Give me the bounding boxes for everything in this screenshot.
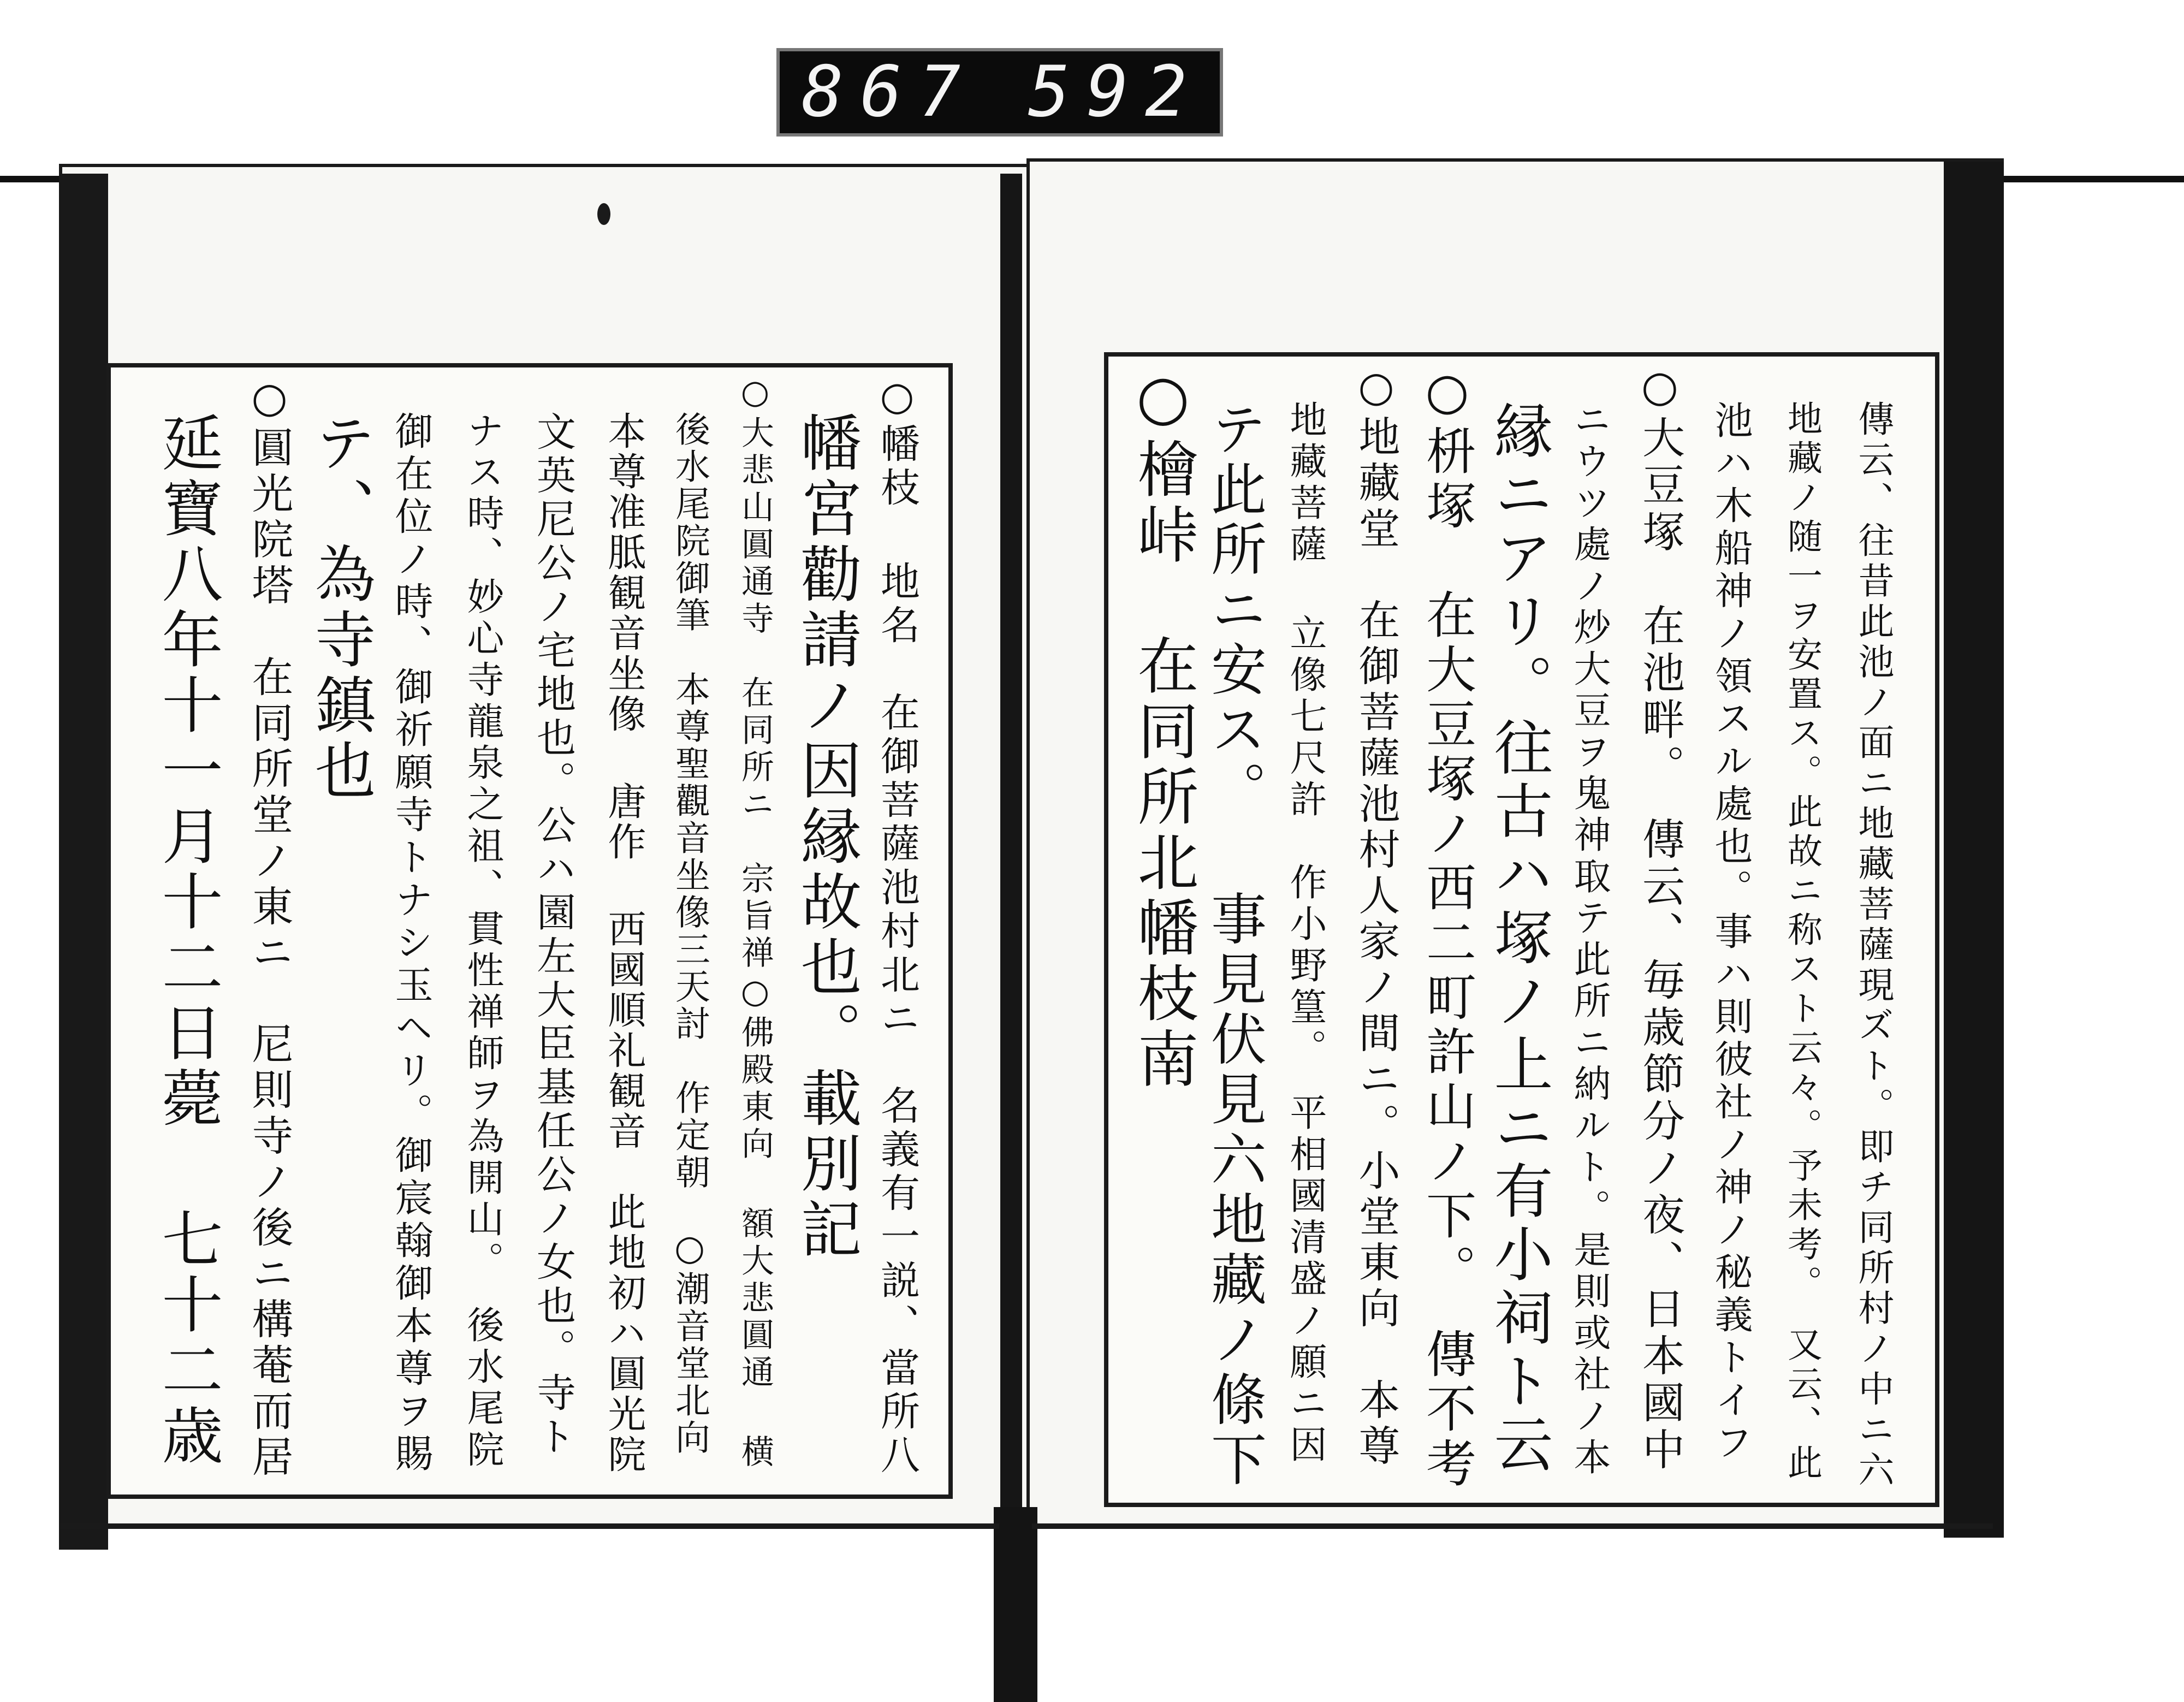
text-column: 本尊准胝観音坐像 唐作 西國順礼観音 此地初ハ圓光院 <box>602 411 646 1475</box>
bottom-edge-right <box>1032 1523 1993 1529</box>
text-column: 文英尼公ノ宅地也。公ハ園左大臣基任公ノ女也。寺ト <box>530 411 576 1460</box>
book-gutter-lower <box>994 1507 1037 1702</box>
text-column: ○大悲山圓通寺 在同所ニ 宗旨禅○佛殿東向 額大悲圓通 横 <box>736 373 774 1472</box>
text-column: ○地藏堂 在御菩薩池村人家ノ間ニ。小堂東向 本尊 <box>1352 362 1400 1470</box>
text-column: 池ハ木船神ノ領スル處也。事ハ則彼社ノ神ノ秘義トイフ <box>1708 400 1753 1465</box>
text-column: ○圓光院塔 在同所堂ノ東ニ 尼則寺ノ後ニ構菴而居 <box>245 373 294 1481</box>
bottom-edge-left <box>60 1523 999 1529</box>
text-column: 延寶八年十一月十二日薨 七十二歳 <box>152 411 223 1469</box>
text-column: 縁ニアリ。往古ハ塚ノ上ニ有小祠ト云 <box>1484 400 1552 1477</box>
text-column: 傳云、往昔此池ノ面ニ地藏菩薩現ズト。即チ同所村ノ中ニ六 <box>1852 400 1894 1491</box>
text-column: ○枡塚 在大豆塚ノ西二町許山ノ下。 傳不考 <box>1418 362 1476 1492</box>
text-column: 地藏ノ随一ヲ安置ス。此故ニ称スト云々。予未考。 又云、此 <box>1782 400 1822 1484</box>
text-column: ○幡枝 地名 在御菩薩池村北ニ 名義有一説、當所八 <box>874 373 920 1478</box>
text-column: テ此所ニ安ス。 事見伏見六地藏ノ條下 <box>1202 400 1267 1491</box>
text-column: 後水尾院御筆 本尊聖觀音坐像三天討 作定朝 ○潮音堂北向 <box>669 411 710 1456</box>
text-column: ○大豆塚 在池畔。 傳云、毎歳節分ノ夜、日本國中 <box>1635 362 1684 1474</box>
text-column: 地藏菩薩 立像七尺許 作小野篁。 平相國清盛ノ願ニ因 <box>1284 400 1327 1467</box>
text-column: 幡宮勸請ノ因縁故也。載別記 <box>791 411 862 1263</box>
right-page-frame <box>1104 352 1939 1507</box>
ink-speck <box>597 203 610 225</box>
scan-reference-left: 867 <box>802 51 977 133</box>
left-page-edge <box>59 174 108 1550</box>
scan-reference-right: 592 <box>1028 51 1203 133</box>
text-column: 御在位ノ時、御祈願寺トナシ玉ヘリ。御宸翰御本尊ヲ賜 <box>389 411 434 1476</box>
text-column: テ、為寺鎮也 <box>305 411 376 804</box>
right-page-edge <box>1944 162 2004 1538</box>
text-column: ○檜峠 在同所北幡枝南 <box>1127 362 1198 1093</box>
book-gutter <box>1000 174 1022 1571</box>
scan-reference-label <box>776 48 1223 137</box>
left-page-frame <box>106 363 953 1499</box>
text-column: ナス時、妙心寺龍泉之祖、貫性禅師ヲ為開山。 後水尾院 <box>461 411 504 1472</box>
text-column: ニウツ處ノ炒大豆ヲ鬼神取テ此所ニ納ルト。是則或社ノ本 <box>1568 400 1611 1479</box>
